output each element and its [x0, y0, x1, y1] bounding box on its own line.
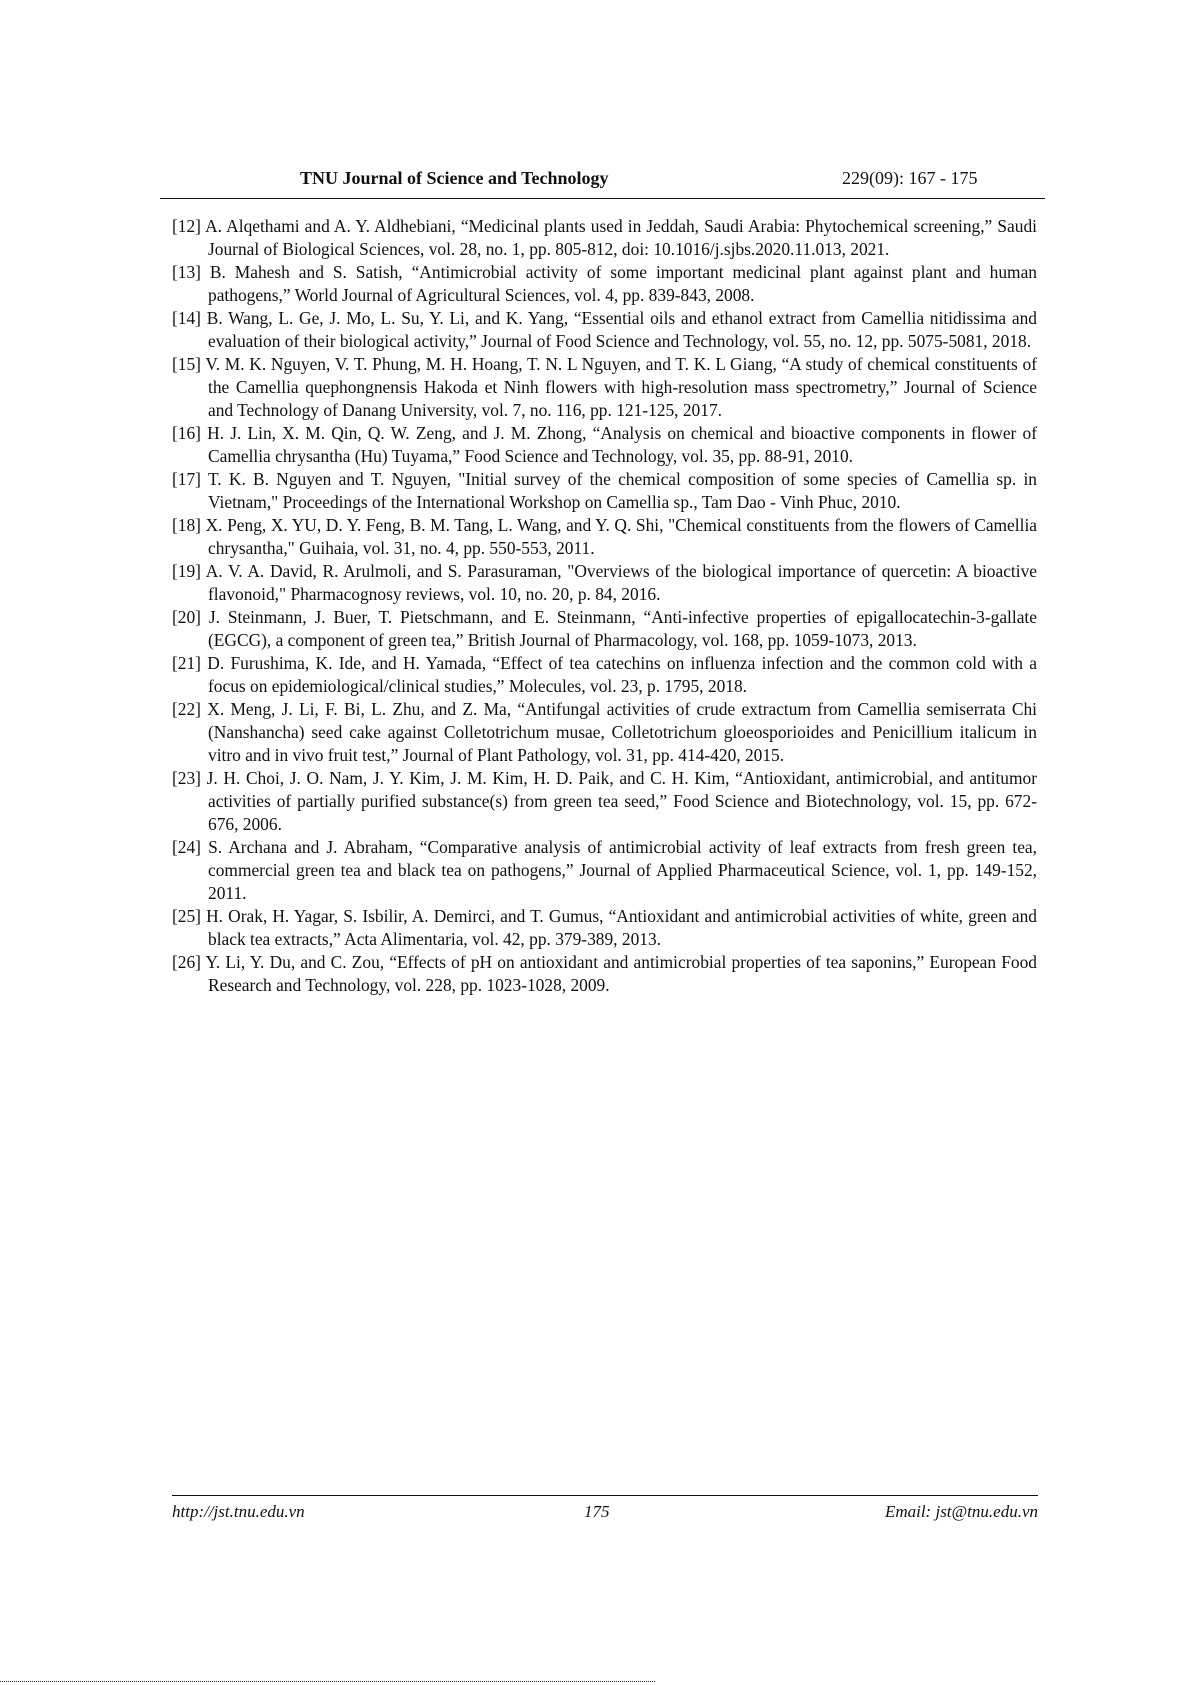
reference-number: [26]: [172, 952, 201, 972]
reference-number: [16]: [172, 423, 201, 443]
reference-21: [172, 652, 1037, 698]
reference-16: [172, 422, 1037, 468]
reference-text: D. Furushima, K. Ide, and H. Yamada, “Effect of tea catechins on influenza infection and the common cold with a focus on epidemiological/clinical studies,” Molecules, vol. 23, p. 1795, 2018.: [207, 653, 1037, 696]
reference-number: [13]: [172, 262, 201, 282]
reference-text: H. Orak, H. Yagar, S. Isbilir, A. Demirci, and T. Gumus, “Antioxidant and antimicrobial activities of white, green and black tea extracts,” Acta Alimentaria, vol. 42, pp. 379-389, 2013.: [206, 906, 1037, 949]
footer-url-link[interactable]: http://jst.tnu.edu.vn: [172, 1502, 305, 1521]
reference-text: V. M. K. Nguyen, V. T. Phung, M. H. Hoang, T. N. L Nguyen, and T. K. L Giang, “A study of chemical constituents of the Camellia quephongnensis Hakoda et Ninh flowers with high-resolution mass spectrometry,” Journal of Science and Technology of Danang University, vol. 7, no. 116, pp. 121-125, 2017.: [205, 354, 1037, 420]
reference-number: [21]: [172, 653, 201, 673]
reference-19: [172, 560, 1037, 606]
reference-text: Y. Li, Y. Du, and C. Zou, “Effects of pH on antioxidant and antimicrobial properties of tea saponins,” European Food Research and Technology, vol. 228, pp. 1023-1028, 2009.: [205, 952, 1038, 995]
reference-18: [172, 514, 1037, 560]
reference-13: [172, 261, 1037, 307]
reference-number: [25]: [172, 906, 201, 926]
bottom-divider: [0, 1681, 655, 1682]
journal-title: TNU Journal of Science and Technology: [300, 168, 609, 188]
issue-pages: 229(09): 167 - 175: [842, 168, 978, 188]
reference-14: [172, 307, 1037, 353]
reference-24: [172, 836, 1037, 905]
reference-text: T. K. B. Nguyen and T. Nguyen, "Initial survey of the chemical composition of some species of Camellia sp. in Vietnam," Proceedings of the International Workshop on Camellia sp., Tam Dao - Vinh Phuc, 2010.: [207, 469, 1037, 512]
reference-number: [18]: [172, 515, 201, 535]
reference-text: A. Alqethami and A. Y. Aldhebiani, “Medicinal plants used in Jeddah, Saudi Arabia: Phytochemical screening,” Saudi Journal of Biological Sciences, vol. 28, no. 1, pp. 805-812, doi: 10.1016/j.sjbs.2020.11.013, 2021.: [205, 216, 1037, 259]
reference-number: [15]: [172, 354, 201, 374]
reference-12: [172, 215, 1037, 261]
reference-number: [12]: [172, 216, 201, 236]
reference-17: [172, 468, 1037, 514]
reference-number: [19]: [172, 561, 201, 581]
reference-number: [22]: [172, 699, 201, 719]
reference-text: H. J. Lin, X. M. Qin, Q. W. Zeng, and J. M. Zhong, “Analysis on chemical and bioactive components in flower of Camellia chrysantha (Hu) Tuyama,” Food Science and Technology, vol. 35, pp. 88-91, 2010.: [207, 423, 1037, 466]
reference-number: [23]: [172, 768, 201, 788]
reference-text: J. H. Choi, J. O. Nam, J. Y. Kim, J. M. Kim, H. D. Paik, and C. H. Kim, “Antioxidant, antimicrobial, and antitumor activities of partially purified substance(s) from green tea seed,” Food Science and Biotechnology, vol. 15, pp. 672-676, 2006.: [206, 768, 1037, 834]
reference-text: J. Steinmann, J. Buer, T. Pietschmann, and E. Steinmann, “Anti-infective properties of epigallocatechin-3-gallate (EGCG), a component of green tea,” British Journal of Pharmacology, vol. 168, pp. 1059-1073, 2013.: [208, 607, 1037, 650]
reference-text: X. Meng, J. Li, F. Bi, L. Zhu, and Z. Ma, “Antifungal activities of crude extractum from Camellia semiserrata Chi (Nanshancha) seed cake against Colletotrichum musae, Colletotrichum gloeosporioides and Penicillium italicum in vitro and in vivo fruit test,” Journal of Plant Pathology, vol. 31, pp. 414-420, 2015.: [207, 699, 1037, 765]
reference-22: [172, 698, 1037, 767]
footer-email[interactable]: Email: jst@tnu.edu.vn: [884, 1502, 1038, 1521]
page-number: 175: [584, 1502, 610, 1521]
reference-list: [172, 215, 1037, 997]
reference-number: [24]: [172, 837, 201, 857]
reference-number: [17]: [172, 469, 201, 489]
reference-15: [172, 353, 1037, 422]
reference-text: A. V. A. David, R. Arulmoli, and S. Parasuraman, "Overviews of the biological importance of quercetin: A bioactive flavonoid," Pharmacognosy reviews, vol. 10, no. 20, p. 84, 2016.: [205, 561, 1037, 604]
reference-number: [14]: [172, 308, 201, 328]
reference-25: [172, 905, 1037, 951]
reference-26: [172, 951, 1037, 997]
page-footer: [172, 1495, 1038, 1526]
reference-text: S. Archana and J. Abraham, “Comparative analysis of antimicrobial activity of leaf extracts from fresh green tea, commercial green tea and black tea on pathogens,” Journal of Applied Pharmaceutical Science, vol. 1, pp. 149-152, 2011.: [208, 837, 1037, 903]
reference-number: [20]: [172, 607, 201, 627]
reference-20: [172, 606, 1037, 652]
reference-text: B. Wang, L. Ge, J. Mo, L. Su, Y. Li, and K. Yang, “Essential oils and ethanol extract from Camellia nitidissima and evaluation of their biological activity,” Journal of Food Science and Technology, vol. 55, no. 12, pp. 5075-5081, 2018.: [206, 308, 1037, 351]
reference-text: B. Mahesh and S. Satish, “Antimicrobial activity of some important medicinal plant against plant and human pathogens,” World Journal of Agricultural Sciences, vol. 4, pp. 839-843, 2008.: [208, 262, 1037, 305]
page-header: [160, 168, 1045, 199]
reference-23: [172, 767, 1037, 836]
reference-text: X. Peng, X. YU, D. Y. Feng, B. M. Tang, L. Wang, and Y. Q. Shi, "Chemical constituents from the flowers of Camellia chrysantha," Guihaia, vol. 31, no. 4, pp. 550-553, 2011.: [205, 515, 1037, 558]
